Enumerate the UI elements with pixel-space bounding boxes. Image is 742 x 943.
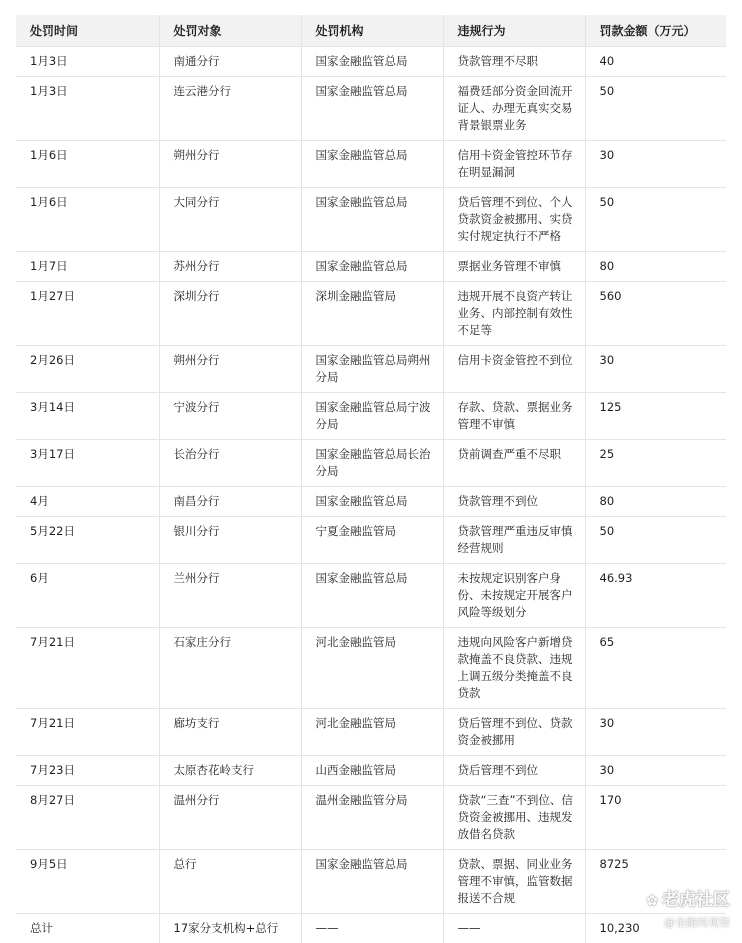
cell-amount: 30 bbox=[585, 346, 726, 393]
cell-target: 大同分行 bbox=[159, 188, 301, 252]
total-cell-violation: —— bbox=[443, 914, 585, 943]
cell-target: 长治分行 bbox=[159, 440, 301, 487]
cell-date: 4月 bbox=[16, 487, 159, 517]
cell-violation: 贷后管理不到位、个人贷款资金被挪用、实贷实付规定执行不严格 bbox=[443, 188, 585, 252]
cell-date: 5月22日 bbox=[16, 517, 159, 564]
cell-violation: 贷款管理不尽职 bbox=[443, 47, 585, 77]
cell-violation: 存款、贷款、票据业务管理不审慎 bbox=[443, 393, 585, 440]
cell-date: 7月21日 bbox=[16, 709, 159, 756]
cell-date: 9月5日 bbox=[16, 850, 159, 914]
paw-icon: ✿ bbox=[646, 893, 658, 909]
cell-date: 8月27日 bbox=[16, 786, 159, 850]
cell-agency: 国家金融监管总局 bbox=[301, 188, 443, 252]
table-row bbox=[16, 282, 726, 346]
table-row bbox=[16, 141, 726, 188]
cell-target: 宁波分行 bbox=[159, 393, 301, 440]
header-agency: 处罚机构 bbox=[301, 15, 443, 47]
table-row bbox=[16, 628, 726, 709]
header-amount: 罚款金额（万元） bbox=[585, 15, 726, 47]
table-row bbox=[16, 47, 726, 77]
cell-date: 7月21日 bbox=[16, 628, 159, 709]
cell-target: 深圳分行 bbox=[159, 282, 301, 346]
cell-amount: 50 bbox=[585, 77, 726, 141]
cell-violation: 违规开展不良资产转让业务、内部控制有效性不足等 bbox=[443, 282, 585, 346]
cell-target: 石家庄分行 bbox=[159, 628, 301, 709]
cell-target: 温州分行 bbox=[159, 786, 301, 850]
cell-date: 1月6日 bbox=[16, 141, 159, 188]
header-violation: 违规行为 bbox=[443, 15, 585, 47]
table-row bbox=[16, 487, 726, 517]
cell-date: 1月7日 bbox=[16, 252, 159, 282]
header-target: 处罚对象 bbox=[159, 15, 301, 47]
penalty-table-card bbox=[16, 15, 726, 921]
cell-date: 3月17日 bbox=[16, 440, 159, 487]
cell-amount: 8725 bbox=[585, 850, 726, 914]
table-row bbox=[16, 564, 726, 628]
cell-amount: 50 bbox=[585, 517, 726, 564]
cell-date: 1月27日 bbox=[16, 282, 159, 346]
cell-violation: 违规向风险客户新增贷款掩盖不良贷款、违规上调五级分类掩盖不良贷款 bbox=[443, 628, 585, 709]
cell-target: 连云港分行 bbox=[159, 77, 301, 141]
table-row bbox=[16, 850, 726, 914]
cell-date: 3月14日 bbox=[16, 393, 159, 440]
cell-amount: 170 bbox=[585, 786, 726, 850]
cell-date: 1月6日 bbox=[16, 188, 159, 252]
cell-violation: 票据业务管理不审慎 bbox=[443, 252, 585, 282]
cell-violation: 信用卡资金管控环节存在明显漏洞 bbox=[443, 141, 585, 188]
cell-violation: 贷款“三查”不到位、信贷资金被挪用、违规发放借名贷款 bbox=[443, 786, 585, 850]
table-row bbox=[16, 786, 726, 850]
cell-target: 总行 bbox=[159, 850, 301, 914]
cell-target: 银川分行 bbox=[159, 517, 301, 564]
cell-agency: 国家金融监管总局宁波分局 bbox=[301, 393, 443, 440]
cell-target: 太原杏花岭支行 bbox=[159, 756, 301, 786]
cell-amount: 46.93 bbox=[585, 564, 726, 628]
watermark-account: @金融周观察 bbox=[664, 914, 730, 930]
cell-target: 苏州分行 bbox=[159, 252, 301, 282]
cell-date: 2月26日 bbox=[16, 346, 159, 393]
cell-date: 7月23日 bbox=[16, 756, 159, 786]
cell-violation: 未按规定识别客户身份、未按规定开展客户风险等级划分 bbox=[443, 564, 585, 628]
cell-amount: 50 bbox=[585, 188, 726, 252]
cell-target: 南昌分行 bbox=[159, 487, 301, 517]
cell-agency: 河北金融监管局 bbox=[301, 709, 443, 756]
cell-agency: 国家金融监管总局朔州分局 bbox=[301, 346, 443, 393]
total-cell-target: 17家分支机构+总行 bbox=[159, 914, 301, 943]
cell-amount: 40 bbox=[585, 47, 726, 77]
table-header-row bbox=[16, 15, 726, 47]
cell-agency: 宁夏金融监管局 bbox=[301, 517, 443, 564]
cell-agency: 河北金融监管局 bbox=[301, 628, 443, 709]
table-row bbox=[16, 440, 726, 487]
cell-agency: 国家金融监管总局 bbox=[301, 141, 443, 188]
table-body bbox=[16, 47, 726, 943]
penalty-table bbox=[16, 15, 726, 943]
cell-violation: 贷款管理严重违反审慎经营规则 bbox=[443, 517, 585, 564]
total-cell-amount: 10,230 bbox=[585, 914, 726, 943]
cell-agency: 温州金融监管分局 bbox=[301, 786, 443, 850]
cell-agency: 国家金融监管总局长治分局 bbox=[301, 440, 443, 487]
cell-agency: 国家金融监管总局 bbox=[301, 487, 443, 517]
cell-violation: 贷款、票据、同业业务管理不审慎，监管数据报送不合规 bbox=[443, 850, 585, 914]
table-row bbox=[16, 188, 726, 252]
cell-agency: 国家金融监管总局 bbox=[301, 77, 443, 141]
cell-agency: 国家金融监管总局 bbox=[301, 564, 443, 628]
cell-amount: 125 bbox=[585, 393, 726, 440]
cell-date: 1月3日 bbox=[16, 77, 159, 141]
cell-target: 朔州分行 bbox=[159, 346, 301, 393]
cell-amount: 30 bbox=[585, 756, 726, 786]
table-row bbox=[16, 346, 726, 393]
cell-violation: 贷后管理不到位、贷款资金被挪用 bbox=[443, 709, 585, 756]
cell-amount: 30 bbox=[585, 709, 726, 756]
cell-amount: 30 bbox=[585, 141, 726, 188]
cell-amount: 80 bbox=[585, 252, 726, 282]
cell-target: 廊坊支行 bbox=[159, 709, 301, 756]
cell-amount: 65 bbox=[585, 628, 726, 709]
cell-target: 南通分行 bbox=[159, 47, 301, 77]
table-row bbox=[16, 252, 726, 282]
cell-violation: 贷款管理不到位 bbox=[443, 487, 585, 517]
cell-target: 兰州分行 bbox=[159, 564, 301, 628]
cell-agency: 山西金融监管局 bbox=[301, 756, 443, 786]
cell-agency: 国家金融监管总局 bbox=[301, 47, 443, 77]
watermark-brand-text: 老虎社区 bbox=[662, 890, 730, 910]
cell-amount: 80 bbox=[585, 487, 726, 517]
table-row bbox=[16, 77, 726, 141]
table-row bbox=[16, 393, 726, 440]
cell-target: 朔州分行 bbox=[159, 141, 301, 188]
cell-date: 6月 bbox=[16, 564, 159, 628]
cell-violation: 福费廷部分资金回流开证人、办理无真实交易背景银票业务 bbox=[443, 77, 585, 141]
cell-violation: 贷前调查严重不尽职 bbox=[443, 440, 585, 487]
header-date: 处罚时间 bbox=[16, 15, 159, 47]
cell-agency: 国家金融监管总局 bbox=[301, 252, 443, 282]
cell-amount: 25 bbox=[585, 440, 726, 487]
table-row bbox=[16, 709, 726, 756]
cell-agency: 深圳金融监管局 bbox=[301, 282, 443, 346]
cell-amount: 560 bbox=[585, 282, 726, 346]
table-row bbox=[16, 517, 726, 564]
total-cell-agency: —— bbox=[301, 914, 443, 943]
total-cell-date: 总计 bbox=[16, 914, 159, 943]
total-row bbox=[16, 914, 726, 943]
cell-agency: 国家金融监管总局 bbox=[301, 850, 443, 914]
cell-date: 1月3日 bbox=[16, 47, 159, 77]
cell-violation: 信用卡资金管控不到位 bbox=[443, 346, 585, 393]
cell-violation: 贷后管理不到位 bbox=[443, 756, 585, 786]
table-row bbox=[16, 756, 726, 786]
watermark-brand bbox=[646, 885, 730, 910]
